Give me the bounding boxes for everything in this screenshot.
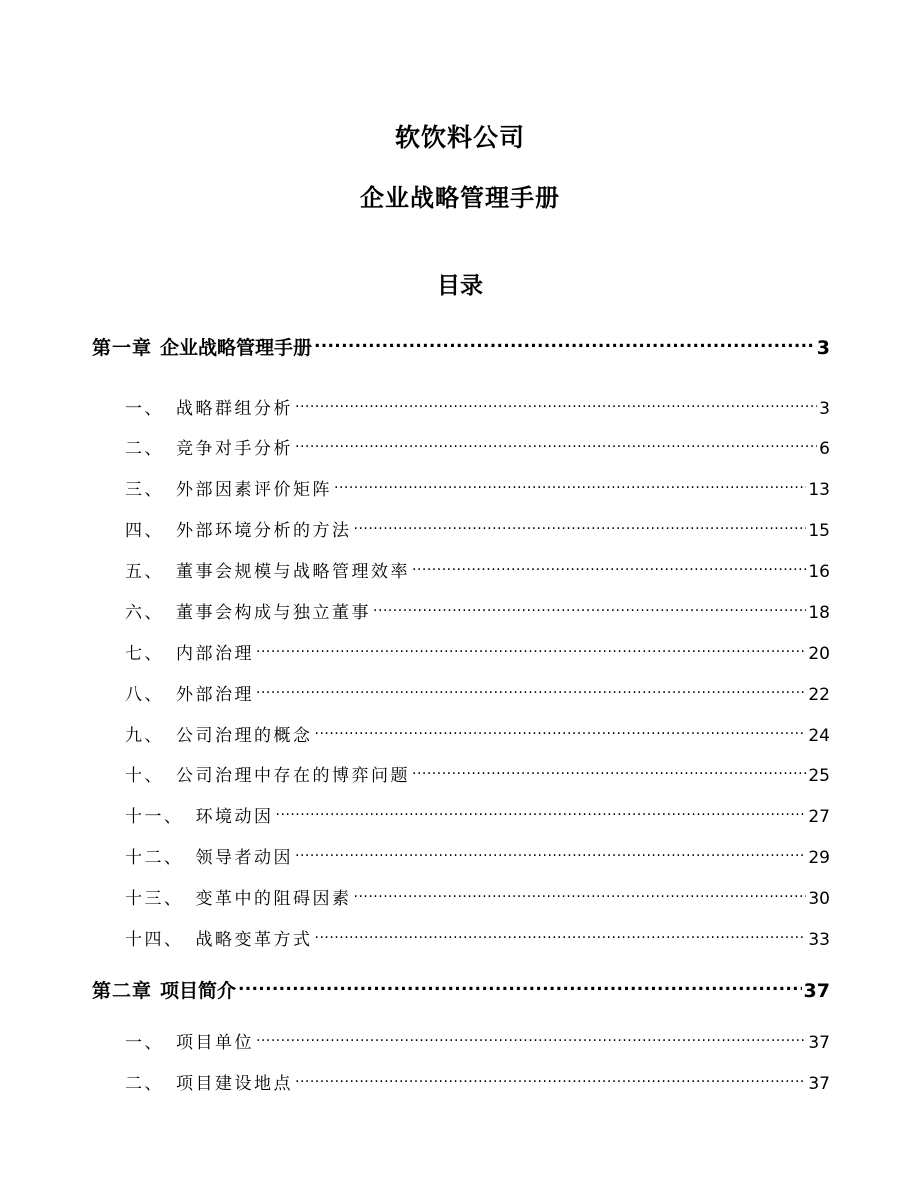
- toc-leader-dots: [373, 601, 806, 618]
- toc-leader-dots: [412, 764, 806, 781]
- toc-section-1-3[interactable]: [125, 476, 830, 504]
- toc-leader-dots: [412, 560, 806, 577]
- toc-section-title: 内部治理: [176, 644, 254, 664]
- toc-section-title: 项目单位: [176, 1033, 254, 1053]
- toc-section-1-7[interactable]: [125, 640, 830, 668]
- toc-section-number: 十二、: [125, 848, 184, 868]
- toc-section-1-4[interactable]: [125, 517, 830, 545]
- toc-section-number: 一、: [125, 1033, 164, 1053]
- toc-section-number: 十四、: [125, 930, 184, 950]
- toc-section-number: 八、: [125, 685, 164, 705]
- toc-page-number: 3: [819, 399, 830, 419]
- toc-section-title: 战略变革方式: [195, 930, 313, 950]
- toc-section-title: 外部环境分析的方法: [176, 521, 352, 541]
- toc-section-1-5[interactable]: [125, 558, 830, 586]
- toc-section-1-1[interactable]: [125, 395, 830, 423]
- toc-chapter-title: 企业战略管理手册: [160, 337, 313, 359]
- company-title: 软饮料公司: [394, 123, 525, 152]
- toc-section-1-2[interactable]: [125, 435, 830, 463]
- toc-chapter-2[interactable]: [92, 976, 830, 1006]
- toc-page-number: 37: [808, 1033, 830, 1053]
- toc-section-1-12[interactable]: [125, 844, 830, 872]
- toc-page-number: 25: [808, 766, 830, 786]
- toc-page-number: 37: [808, 1074, 830, 1094]
- toc-page-number: 37: [803, 980, 830, 1002]
- toc-section-number: 十、: [125, 766, 164, 786]
- toc-section-title: 项目建设地点: [176, 1074, 293, 1094]
- toc-section-title: 公司治理中存在的博弈问题: [176, 766, 410, 786]
- toc-page-number: 22: [808, 685, 830, 705]
- toc-section-number: 二、: [125, 1074, 164, 1094]
- toc-section-number: 十一、: [125, 807, 184, 827]
- toc-section-number: 一、: [125, 399, 164, 419]
- toc-section-title: 战略群组分析: [176, 399, 293, 419]
- toc-section-1-13[interactable]: [125, 885, 830, 913]
- manual-title: 企业战略管理手册: [360, 184, 560, 212]
- toc-section-2-1[interactable]: [125, 1029, 830, 1057]
- toc-leader-dots: [315, 724, 807, 741]
- toc-section-number: 七、: [125, 644, 164, 664]
- toc-section-title: 外部因素评价矩阵: [176, 480, 332, 500]
- toc-section-1-8[interactable]: [125, 681, 830, 709]
- toc-section-title: 环境动因: [195, 807, 274, 827]
- toc-page-number: 6: [819, 439, 830, 459]
- toc-section-1-11[interactable]: [125, 803, 830, 831]
- toc-heading: 目录: [437, 273, 483, 299]
- toc-leader-dots: [256, 1031, 806, 1048]
- toc-page-number: 27: [808, 807, 830, 827]
- toc-page-number: 16: [808, 562, 830, 582]
- toc-leader-dots: [256, 683, 806, 700]
- toc-section-title: 董事会规模与战略管理效率: [176, 562, 410, 582]
- toc-page-number: 24: [808, 726, 830, 746]
- toc-section-1-14[interactable]: [125, 926, 830, 954]
- toc-section-number: 五、: [125, 562, 164, 582]
- toc-chapter-number: 第二章: [92, 980, 153, 1002]
- toc-section-1-6[interactable]: [125, 599, 830, 627]
- toc-leader-dots: [354, 519, 807, 536]
- toc-leader-dots: [276, 805, 807, 822]
- toc-section-2-2[interactable]: [125, 1070, 830, 1098]
- toc-leader-dots: [295, 1072, 806, 1089]
- toc-section-number: 四、: [125, 521, 164, 541]
- toc-section-number: 十三、: [125, 889, 184, 909]
- toc-leader-dots: [315, 928, 807, 945]
- toc-leader-dots: [295, 846, 806, 863]
- toc-section-number: 九、: [125, 726, 164, 746]
- toc-section-number: 六、: [125, 603, 164, 623]
- toc-leader-dots: [295, 397, 817, 414]
- toc-page-number: 3: [816, 337, 830, 359]
- toc-section-title: 董事会构成与独立董事: [176, 603, 371, 623]
- toc-section-1-10[interactable]: [125, 762, 830, 790]
- toc-section-title: 公司治理的概念: [176, 726, 313, 746]
- toc-chapter-title: 项目简介: [160, 980, 237, 1002]
- toc-page-number: 20: [808, 644, 830, 664]
- toc-chapter-1[interactable]: [92, 333, 830, 363]
- toc-page-number: 15: [808, 521, 830, 541]
- toc-leader-dots: [334, 478, 806, 495]
- toc-leader-dots: [314, 335, 815, 354]
- toc-section-title: 领导者动因: [195, 848, 293, 868]
- toc-page-number: 13: [808, 480, 830, 500]
- toc-page-number: 18: [808, 603, 830, 623]
- toc-section-title: 外部治理: [176, 685, 254, 705]
- toc-page-number: 33: [808, 930, 830, 950]
- toc-section-number: 三、: [125, 480, 164, 500]
- toc-page-number: 30: [808, 889, 830, 909]
- toc-leader-dots: [354, 887, 807, 904]
- toc-section-title: 竞争对手分析: [176, 439, 293, 459]
- toc-section-title: 变革中的阻碍因素: [195, 889, 352, 909]
- toc-chapter-number: 第一章: [92, 337, 153, 359]
- toc-section-number: 二、: [125, 439, 164, 459]
- toc-leader-dots: [295, 437, 817, 454]
- toc-section-1-9[interactable]: [125, 722, 830, 750]
- toc-leader-dots: [238, 978, 802, 997]
- toc-leader-dots: [256, 642, 806, 659]
- toc-page-number: 29: [808, 848, 830, 868]
